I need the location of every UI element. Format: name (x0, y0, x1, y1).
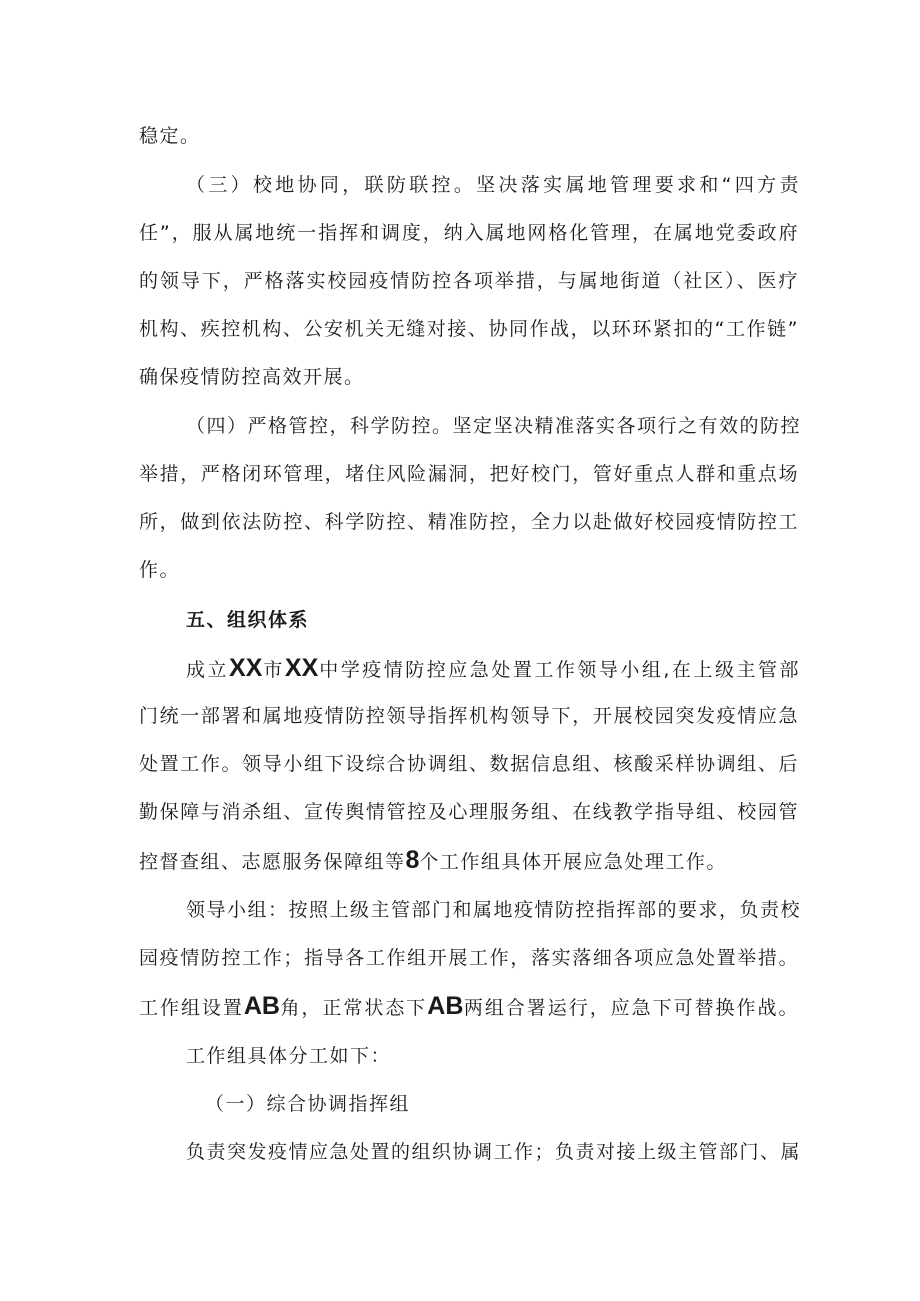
text-segment: 控督查组、志愿服务保障组等 (139, 851, 406, 873)
paragraph-line: 作。 (139, 559, 181, 581)
paragraph-line: 勤保障与消杀组、宣传舆情管控及心理服务组、在线教学指导组、校园管 (139, 801, 799, 823)
section-heading: 五、组织体系 (186, 609, 310, 631)
paragraph-line (139, 845, 799, 875)
paragraph-line: 的领导下，严格落实校园疫情防控各项举措，与属地街道（社区）、医疗 (139, 270, 799, 292)
placeholder-ab: AB (427, 992, 464, 1020)
text-segment: 成立 (186, 659, 230, 681)
text-segment: 角，正常状态下 (279, 997, 428, 1019)
paragraph-line: 领导小组：按照上级主管部门和属地疫情防控指挥部的要求，负责校 (186, 899, 802, 921)
paragraph-line: 机构、疾控机构、公安机关无缝对接、协同作战，以环环紧扣的“工作链” (139, 318, 799, 340)
placeholder-ab: AB (243, 992, 280, 1020)
text-segment: 市 (262, 659, 285, 681)
paragraph-line: 举措，严格闭环管理，堵住风险漏洞，把好校门，管好重点人群和重点场 (139, 463, 799, 485)
paragraph-line: 任”，服从属地统一指挥和调度，纳入属地网格化管理，在属地党委政府 (139, 222, 799, 244)
group-count: 8 (405, 846, 420, 874)
text-segment: 个工作组具体开展应急处理工作。 (419, 851, 727, 873)
paragraph-line: 门统一部署和属地疫情防控领导指挥机构领导下，开展校园突发疫情应急 (139, 705, 799, 727)
paragraph-line: 确保疫情防控高效开展。 (139, 366, 365, 388)
placeholder-xx: XX (229, 654, 263, 682)
paragraph-line: （三）校地协同，联防联控。坚决落实属地管理要求和“四方责 (186, 174, 800, 196)
paragraph-line: （四）严格管控，科学防控。坚定坚决精准落实各项行之有效的防控 (186, 415, 802, 437)
paragraph-line: 负责突发疫情应急处置的组织协调工作；负责对接上级主管部门、属 (186, 1141, 802, 1163)
paragraph-line: 稳定。 (139, 125, 201, 147)
paragraph-line: 园疫情防控工作；指导各工作组开展工作，落实落细各项应急处置举措。 (139, 947, 799, 969)
paragraph-line: 工作组具体分工如下： (186, 1045, 392, 1067)
subsection-heading: （一）综合协调指挥组 (205, 1093, 411, 1115)
paragraph-line: 所，做到依法防控、科学防控、精准防控，全力以赴做好校园疫情防控工 (139, 511, 799, 533)
text-segment: 两组合署运行，应急下可替换作战。 (463, 997, 799, 1019)
paragraph-line: 处置工作。领导小组下设综合协调组、数据信息组、核酸采样协调组、后 (139, 753, 799, 775)
text-segment: 中学疫情防控应急处置工作领导小组,在上级主管部 (318, 659, 800, 681)
paragraph-line (139, 991, 799, 1021)
placeholder-xx: XX (284, 654, 319, 682)
paragraph-line (186, 653, 800, 683)
text-segment: 工作组设置 (139, 997, 244, 1019)
